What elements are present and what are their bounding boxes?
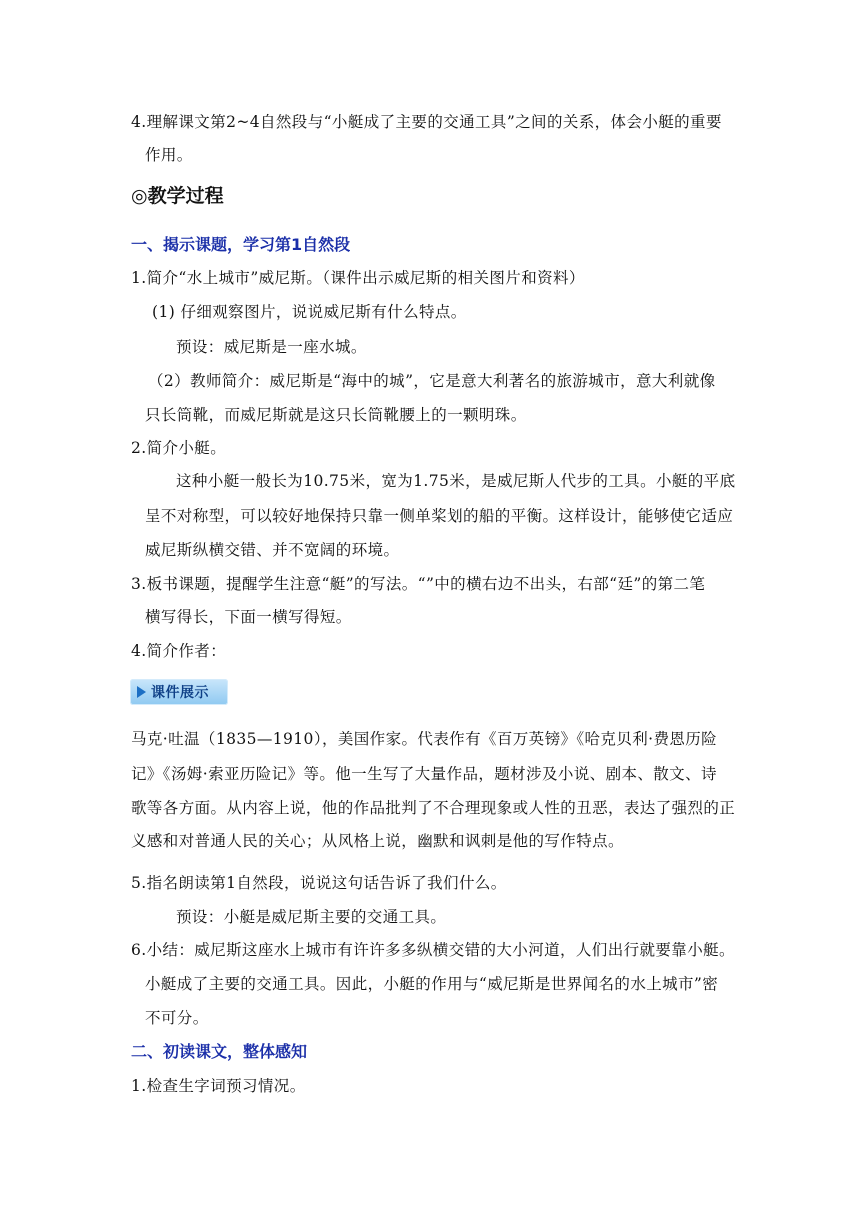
courseware-display-badge [130, 679, 228, 705]
s1-item-6-line-2: 小艇成了主要的交通工具。因此，小艇的作用与“威尼斯是世界闻名的水上城市”密 [145, 975, 719, 993]
author-intro-line-1: 马克·吐温（1835—1910），美国作家。代表作有《百万英镑》《哈克贝利·费恩历险 [131, 730, 718, 748]
s1-item-6-line-1: 6.小结：威尼斯这座水上城市有许许多多纵横交错的大小河道，人们出行就要靠小艇。 [131, 941, 735, 959]
s2-item-1: 1.检查生字词预习情况。 [131, 1077, 306, 1095]
s1-item-1-sub-2-line-2: 只长筒靴，而威尼斯就是这只长筒靴腰上的一颗明珠。 [145, 406, 527, 424]
play-triangle-icon [137, 686, 146, 698]
s1-item-2: 2.简介小艇。 [131, 439, 227, 457]
author-intro-line-2: 记》《汤姆·索亚历险记》等。他一生写了大量作品，题材涉及小说、剧本、散文、诗 [131, 765, 717, 783]
section-2-heading: 二、初读课文，整体感知 [131, 1042, 308, 1061]
s1-item-1-sub-2-line-1: （2）教师简介：威尼斯是“海中的城”，它是意大利著名的旅游城市，意大利就像 [148, 372, 716, 390]
s1-item-3-line-2: 横写得长，下面一横写得短。 [145, 608, 352, 626]
s1-item-4: 4.简介作者： [131, 642, 227, 660]
s1-item-5-preset: 预设：小艇是威尼斯主要的交通工具。 [176, 908, 447, 926]
s1-item-5: 5.指名朗读第1自然段，说说这句话告诉了我们什么。 [131, 874, 507, 892]
objective-4-line-2: 作用。 [145, 146, 193, 164]
s1-item-3-line-1: 3.板书课题，提醒学生注意“艇”的写法。“”中的横右边不出头，右部“廷”的第二笔 [131, 575, 706, 593]
objective-4-line-1: 4.理解课文第2~4自然段与“小艇成了主要的交通工具”之间的关系，体会小艇的重要 [131, 113, 722, 131]
s1-item-1-sub-1-preset: 预设：威尼斯是一座水城。 [176, 338, 367, 356]
teaching-process-title: ◎教学过程 [131, 185, 224, 207]
section-1-heading: 一、揭示课题，学习第1自然段 [131, 235, 351, 254]
badge-label: 课件展示 [151, 685, 209, 701]
s1-item-1: 1.简介“水上城市”威尼斯。（课件出示威尼斯的相关图片和资料） [131, 269, 585, 287]
s1-item-2-line-2: 呈不对称型，可以较好地保持只靠一侧单桨划的船的平衡。这样设计，能够使它适应 [145, 507, 734, 525]
author-intro-line-4: 义感和对普通人民的关心；从风格上说，幽默和讽刺是他的写作特点。 [131, 832, 624, 850]
s1-item-1-sub-1: (1) 仔细观察图片，说说威尼斯有什么特点。 [152, 303, 467, 321]
s1-item-2-line-1: 这种小艇一般长为10.75米，宽为1.75米，是威尼斯人代步的工具。小艇的平底 [176, 472, 736, 490]
s1-item-6-line-3: 不可分。 [145, 1009, 209, 1027]
s1-item-2-line-3: 威尼斯纵横交错、并不宽阔的环境。 [145, 541, 400, 559]
author-intro-line-3: 歌等各方面。从内容上说，他的作品批判了不合理现象或人性的丑恶，表达了强烈的正 [131, 799, 736, 817]
